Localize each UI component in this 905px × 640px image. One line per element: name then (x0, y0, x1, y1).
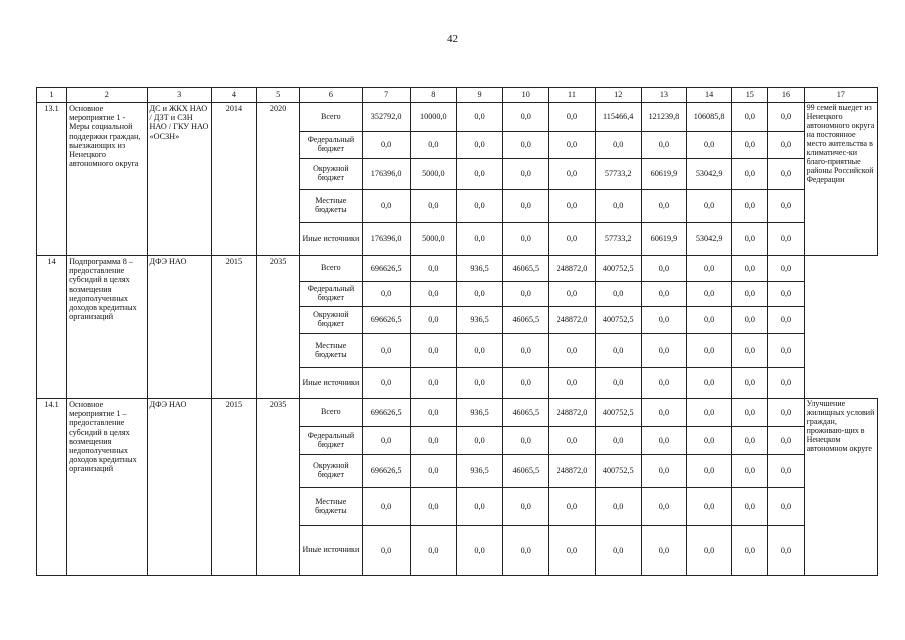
amount-cell: 696626,5 (362, 455, 410, 488)
funding-source-cell: Окружной бюджет (300, 455, 362, 488)
amount-cell: 0,0 (732, 455, 768, 488)
item-start-year: 2015 (211, 399, 256, 576)
amount-cell: 106085,8 (687, 103, 732, 132)
funding-source-cell: Иные источники (300, 526, 362, 576)
amount-cell: 0,0 (732, 103, 768, 132)
amount-cell: 0,0 (549, 159, 595, 190)
amount-cell: 0,0 (768, 368, 804, 399)
amount-cell: 46065,5 (503, 307, 549, 334)
amount-cell: 176396,0 (362, 223, 410, 256)
item-name: Основное мероприятие 1 – предоставление субсидий в целях возмещения недополученных доходов кредитных организаций (67, 399, 147, 576)
amount-cell: 0,0 (503, 368, 549, 399)
item-number: 14 (37, 256, 67, 399)
amount-cell: 0,0 (595, 368, 641, 399)
amount-cell: 352792,0 (362, 103, 410, 132)
amount-cell: 121239,8 (641, 103, 686, 132)
amount-cell: 0,0 (456, 190, 502, 223)
funding-source-cell: Всего (300, 256, 362, 282)
funding-source-cell: Окружной бюджет (300, 307, 362, 334)
funding-source-cell: Местные бюджеты (300, 488, 362, 526)
column-number: 2 (67, 88, 147, 103)
amount-cell: 248872,0 (549, 455, 595, 488)
amount-cell: 0,0 (549, 526, 595, 576)
amount-cell: 0,0 (732, 223, 768, 256)
column-number-row (37, 88, 878, 103)
amount-cell: 0,0 (549, 103, 595, 132)
page-number: 42 (447, 33, 458, 45)
amount-cell: 696626,5 (362, 399, 410, 427)
amount-cell: 0,0 (503, 103, 549, 132)
amount-cell: 0,0 (503, 282, 549, 307)
column-number: 14 (687, 88, 732, 103)
amount-cell: 400752,5 (595, 256, 641, 282)
amount-cell: 0,0 (362, 488, 410, 526)
expected-result: 99 семей выедет из Ненецкого автономного округа на постоянное место жительства в климатичес-ки благо-приятные районы Российской Федерации (804, 103, 877, 256)
amount-cell: 0,0 (641, 368, 686, 399)
amount-cell: 0,0 (410, 427, 456, 455)
funding-source-cell: Местные бюджеты (300, 190, 362, 223)
amount-cell: 0,0 (595, 334, 641, 368)
amount-cell: 0,0 (687, 256, 732, 282)
amount-cell: 0,0 (641, 455, 686, 488)
amount-cell: 0,0 (641, 190, 686, 223)
amount-cell: 0,0 (456, 368, 502, 399)
amount-cell: 0,0 (768, 223, 804, 256)
amount-cell: 0,0 (503, 488, 549, 526)
amount-cell: 0,0 (410, 368, 456, 399)
amount-cell: 0,0 (362, 190, 410, 223)
amount-cell: 53042,9 (687, 159, 732, 190)
amount-cell: 0,0 (732, 334, 768, 368)
item-executor: ДФЭ НАО (147, 399, 211, 576)
column-number: 8 (410, 88, 456, 103)
amount-cell: 0,0 (641, 334, 686, 368)
column-number: 16 (768, 88, 804, 103)
column-number: 13 (641, 88, 686, 103)
column-number: 9 (456, 88, 502, 103)
funding-source-cell: Окружной бюджет (300, 159, 362, 190)
column-number: 15 (732, 88, 768, 103)
amount-cell: 0,0 (503, 132, 549, 159)
amount-cell: 0,0 (641, 427, 686, 455)
amount-cell: 0,0 (410, 488, 456, 526)
amount-cell: 57733,2 (595, 159, 641, 190)
amount-cell: 0,0 (768, 307, 804, 334)
amount-cell: 696626,5 (362, 256, 410, 282)
item-end-year: 2035 (257, 256, 300, 399)
amount-cell: 0,0 (768, 103, 804, 132)
amount-cell: 0,0 (768, 526, 804, 576)
column-number: 11 (549, 88, 595, 103)
amount-cell: 0,0 (410, 307, 456, 334)
amount-cell: 0,0 (456, 159, 502, 190)
amount-cell: 696626,5 (362, 307, 410, 334)
amount-cell: 0,0 (362, 526, 410, 576)
column-number: 7 (362, 88, 410, 103)
amount-cell: 46065,5 (503, 455, 549, 488)
amount-cell: 0,0 (595, 526, 641, 576)
amount-cell: 0,0 (687, 132, 732, 159)
amount-cell: 0,0 (456, 282, 502, 307)
amount-cell: 0,0 (595, 132, 641, 159)
amount-cell: 0,0 (549, 190, 595, 223)
funding-row (37, 103, 878, 132)
amount-cell: 0,0 (768, 190, 804, 223)
amount-cell: 0,0 (549, 334, 595, 368)
amount-cell: 0,0 (732, 526, 768, 576)
expected-result: Улучшение жилищных условий граждан, проживаю-щих в Ненецком автономном округе (804, 399, 877, 576)
amount-cell: 0,0 (503, 427, 549, 455)
amount-cell: 0,0 (549, 427, 595, 455)
amount-cell: 0,0 (456, 488, 502, 526)
amount-cell: 0,0 (362, 132, 410, 159)
amount-cell: 60619,9 (641, 223, 686, 256)
item-executor: ДС и ЖКХ НАО / ДЗТ и СЗН НАО / ГКУ НАО «ОСЗН» (147, 103, 211, 256)
amount-cell: 400752,5 (595, 455, 641, 488)
amount-cell: 0,0 (456, 334, 502, 368)
amount-cell: 57733,2 (595, 223, 641, 256)
funding-source-cell: Федеральный бюджет (300, 132, 362, 159)
amount-cell: 248872,0 (549, 307, 595, 334)
funding-source-cell: Местные бюджеты (300, 334, 362, 368)
amount-cell: 5000,0 (410, 223, 456, 256)
amount-cell: 0,0 (732, 256, 768, 282)
amount-cell: 0,0 (768, 159, 804, 190)
amount-cell: 0,0 (768, 427, 804, 455)
amount-cell: 115466,4 (595, 103, 641, 132)
funding-source-cell: Всего (300, 103, 362, 132)
amount-cell: 0,0 (410, 190, 456, 223)
amount-cell: 0,0 (503, 190, 549, 223)
amount-cell: 0,0 (410, 526, 456, 576)
amount-cell: 0,0 (456, 526, 502, 576)
amount-cell: 0,0 (641, 399, 686, 427)
column-number: 6 (300, 88, 362, 103)
amount-cell: 46065,5 (503, 256, 549, 282)
amount-cell: 0,0 (768, 132, 804, 159)
amount-cell: 0,0 (503, 526, 549, 576)
amount-cell: 53042,9 (687, 223, 732, 256)
amount-cell: 0,0 (410, 256, 456, 282)
amount-cell: 0,0 (768, 334, 804, 368)
amount-cell: 0,0 (362, 334, 410, 368)
amount-cell: 936,5 (456, 307, 502, 334)
amount-cell: 0,0 (362, 282, 410, 307)
amount-cell: 0,0 (410, 399, 456, 427)
funding-row (37, 399, 878, 427)
amount-cell: 0,0 (687, 282, 732, 307)
amount-cell: 0,0 (768, 399, 804, 427)
amount-cell: 60619,9 (641, 159, 686, 190)
amount-cell: 0,0 (687, 190, 732, 223)
amount-cell: 0,0 (641, 307, 686, 334)
amount-cell: 0,0 (595, 488, 641, 526)
amount-cell: 0,0 (362, 368, 410, 399)
amount-cell: 0,0 (503, 334, 549, 368)
item-number: 13.1 (37, 103, 67, 256)
amount-cell: 0,0 (456, 427, 502, 455)
amount-cell: 0,0 (549, 223, 595, 256)
amount-cell: 0,0 (549, 282, 595, 307)
amount-cell: 0,0 (549, 132, 595, 159)
item-start-year: 2015 (211, 256, 256, 399)
amount-cell: 0,0 (687, 399, 732, 427)
amount-cell: 0,0 (549, 368, 595, 399)
amount-cell: 936,5 (456, 455, 502, 488)
amount-cell: 0,0 (687, 526, 732, 576)
amount-cell: 0,0 (732, 399, 768, 427)
item-end-year: 2020 (257, 103, 300, 256)
item-name: Подпрограмма 8 – предоставление субсидий в целях возмещения недополученных доходов кредитных организаций (67, 256, 147, 399)
program-funding-table (36, 87, 878, 576)
amount-cell: 0,0 (503, 159, 549, 190)
amount-cell: 0,0 (732, 132, 768, 159)
column-number: 4 (211, 88, 256, 103)
amount-cell: 0,0 (687, 334, 732, 368)
funding-source-cell: Федеральный бюджет (300, 427, 362, 455)
amount-cell: 5000,0 (410, 159, 456, 190)
column-number: 12 (595, 88, 641, 103)
amount-cell: 0,0 (410, 334, 456, 368)
amount-cell: 0,0 (732, 282, 768, 307)
amount-cell: 0,0 (641, 526, 686, 576)
amount-cell: 0,0 (503, 223, 549, 256)
amount-cell: 0,0 (732, 368, 768, 399)
amount-cell: 0,0 (732, 190, 768, 223)
amount-cell: 0,0 (641, 488, 686, 526)
amount-cell: 10000,0 (410, 103, 456, 132)
column-number: 17 (804, 88, 877, 103)
column-number: 5 (257, 88, 300, 103)
column-number: 10 (503, 88, 549, 103)
amount-cell: 0,0 (410, 282, 456, 307)
amount-cell: 248872,0 (549, 399, 595, 427)
amount-cell: 0,0 (732, 427, 768, 455)
amount-cell: 0,0 (732, 488, 768, 526)
item-number: 14.1 (37, 399, 67, 576)
amount-cell: 0,0 (687, 427, 732, 455)
amount-cell: 0,0 (768, 488, 804, 526)
amount-cell: 0,0 (456, 132, 502, 159)
amount-cell: 936,5 (456, 399, 502, 427)
column-number: 1 (37, 88, 67, 103)
amount-cell: 0,0 (687, 455, 732, 488)
amount-cell: 936,5 (456, 256, 502, 282)
amount-cell: 0,0 (362, 427, 410, 455)
amount-cell: 0,0 (641, 282, 686, 307)
funding-row (37, 256, 878, 282)
amount-cell: 0,0 (641, 256, 686, 282)
amount-cell: 0,0 (687, 307, 732, 334)
amount-cell: 0,0 (549, 488, 595, 526)
funding-source-cell: Федеральный бюджет (300, 282, 362, 307)
amount-cell: 0,0 (732, 159, 768, 190)
amount-cell: 0,0 (768, 455, 804, 488)
amount-cell: 0,0 (641, 132, 686, 159)
amount-cell: 0,0 (595, 190, 641, 223)
amount-cell: 0,0 (768, 282, 804, 307)
item-end-year: 2035 (257, 399, 300, 576)
amount-cell: 0,0 (732, 307, 768, 334)
expected-result (804, 256, 877, 399)
amount-cell: 0,0 (456, 103, 502, 132)
amount-cell: 0,0 (595, 427, 641, 455)
amount-cell: 0,0 (410, 132, 456, 159)
amount-cell: 0,0 (595, 282, 641, 307)
amount-cell: 400752,5 (595, 399, 641, 427)
amount-cell: 248872,0 (549, 256, 595, 282)
amount-cell: 0,0 (687, 488, 732, 526)
amount-cell: 0,0 (456, 223, 502, 256)
amount-cell: 176396,0 (362, 159, 410, 190)
column-number: 3 (147, 88, 211, 103)
funding-source-cell: Иные источники (300, 368, 362, 399)
funding-source-cell: Иные источники (300, 223, 362, 256)
amount-cell: 0,0 (410, 455, 456, 488)
amount-cell: 46065,5 (503, 399, 549, 427)
item-executor: ДФЭ НАО (147, 256, 211, 399)
funding-source-cell: Всего (300, 399, 362, 427)
amount-cell: 0,0 (768, 256, 804, 282)
item-start-year: 2014 (211, 103, 256, 256)
item-name: Основное мероприятие 1 - Меры социальной поддержки граждан, выезжающих из Ненецкого автономного округа (67, 103, 147, 256)
amount-cell: 400752,5 (595, 307, 641, 334)
amount-cell: 0,0 (687, 368, 732, 399)
